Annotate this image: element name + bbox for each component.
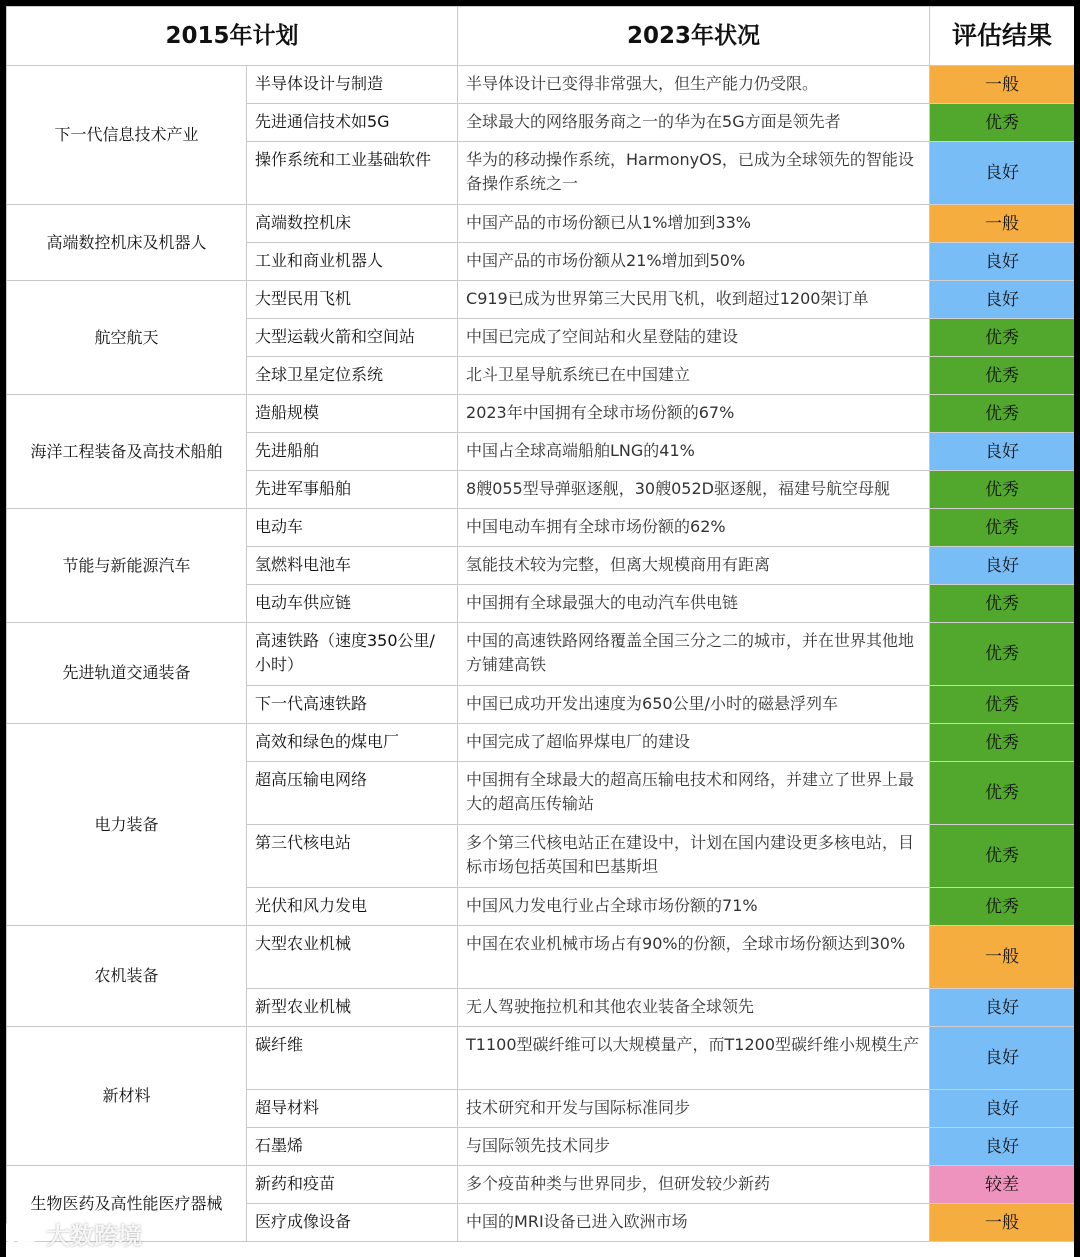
status-cell: C919已成为世界第三大民用飞机，收到超过1200架订单 <box>458 281 930 319</box>
status-cell: 氢能技术较为完整，但离大规模商用有距离 <box>458 547 930 585</box>
result-badge: 良好 <box>930 989 1074 1027</box>
status-cell: 无人驾驶拖拉机和其他农业装备全球领先 <box>458 989 930 1027</box>
result-badge: 优秀 <box>930 623 1074 686</box>
item-cell: 下一代高速铁路 <box>247 686 458 724</box>
category-cell: 航空航天 <box>7 281 247 395</box>
status-cell: 中国产品的市场份额从21%增加到50% <box>458 243 930 281</box>
item-cell: 光伏和风力发电 <box>247 888 458 926</box>
result-badge: 良好 <box>930 1090 1074 1128</box>
result-badge: 一般 <box>930 205 1074 243</box>
item-cell: 操作系统和工业基础软件 <box>247 142 458 205</box>
result-badge: 优秀 <box>930 471 1074 509</box>
table-row <box>7 926 1075 989</box>
result-badge: 优秀 <box>930 395 1074 433</box>
table-row <box>7 395 1075 433</box>
item-cell: 医疗成像设备 <box>247 1204 458 1242</box>
item-cell: 先进军事船舶 <box>247 471 458 509</box>
item-cell: 石墨烯 <box>247 1128 458 1166</box>
item-cell: 大型运载火箭和空间站 <box>247 319 458 357</box>
table-frame <box>6 6 1074 1257</box>
item-cell: 碳纤维 <box>247 1027 458 1090</box>
item-cell: 超导材料 <box>247 1090 458 1128</box>
item-cell: 工业和商业机器人 <box>247 243 458 281</box>
item-cell: 半导体设计与制造 <box>247 66 458 104</box>
category-cell: 高端数控机床及机器人 <box>7 205 247 281</box>
result-badge: 优秀 <box>930 888 1074 926</box>
result-badge: 良好 <box>930 281 1074 319</box>
header-row <box>7 7 1075 66</box>
result-badge: 一般 <box>930 66 1074 104</box>
item-cell: 电动车供应链 <box>247 585 458 623</box>
result-badge: 优秀 <box>930 509 1074 547</box>
category-cell: 生物医药及高性能医疗器械 <box>7 1166 247 1242</box>
status-cell: 中国占全球高端船舶LNG的41% <box>458 433 930 471</box>
item-cell: 新型农业机械 <box>247 989 458 1027</box>
item-cell: 氢燃料电池车 <box>247 547 458 585</box>
item-cell: 电动车 <box>247 509 458 547</box>
status-cell: 北斗卫星导航系统已在中国建立 <box>458 357 930 395</box>
table-row <box>7 1166 1075 1204</box>
status-cell: 半导体设计已变得非常强大，但生产能力仍受限。 <box>458 66 930 104</box>
status-cell: 多个疫苗种类与世界同步，但研发较少新药 <box>458 1166 930 1204</box>
result-badge: 优秀 <box>930 825 1074 888</box>
category-cell: 节能与新能源汽车 <box>7 509 247 623</box>
table-row <box>7 623 1075 686</box>
item-cell: 先进通信技术如5G <box>247 104 458 142</box>
result-badge: 良好 <box>930 142 1074 205</box>
table-row <box>7 1027 1075 1090</box>
result-badge: 优秀 <box>930 762 1074 825</box>
category-cell: 先进轨道交通装备 <box>7 623 247 724</box>
result-badge: 良好 <box>930 1027 1074 1090</box>
item-cell: 高效和绿色的煤电厂 <box>247 724 458 762</box>
status-cell: 多个第三代核电站正在建设中，计划在国内建设更多核电站，目标市场包括英国和巴基斯坦 <box>458 825 930 888</box>
item-cell: 新药和疫苗 <box>247 1166 458 1204</box>
status-cell: 中国已成功开发出速度为650公里/小时的磁悬浮列车 <box>458 686 930 724</box>
category-cell: 新材料 <box>7 1027 247 1166</box>
status-cell: 中国已完成了空间站和火星登陆的建设 <box>458 319 930 357</box>
status-cell: 2023年中国拥有全球市场份额的67% <box>458 395 930 433</box>
result-badge: 良好 <box>930 547 1074 585</box>
table-body <box>7 66 1075 1242</box>
status-cell: 中国产品的市场份额已从1%增加到33% <box>458 205 930 243</box>
status-cell: 与国际领先技术同步 <box>458 1128 930 1166</box>
status-cell: 中国拥有全球最大的超高压输电技术和网络，并建立了世界上最大的超高压传输站 <box>458 762 930 825</box>
status-cell: 中国完成了超临界煤电厂的建设 <box>458 724 930 762</box>
evaluation-table <box>6 6 1074 1242</box>
table-row <box>7 724 1075 762</box>
result-badge: 良好 <box>930 433 1074 471</box>
item-cell: 大型农业机械 <box>247 926 458 989</box>
status-cell: 8艘055型导弹驱逐舰，30艘052D驱逐舰，福建号航空母舰 <box>458 471 930 509</box>
category-cell: 海洋工程装备及高技术船舶 <box>7 395 247 509</box>
table-row <box>7 205 1075 243</box>
result-badge: 良好 <box>930 243 1074 281</box>
result-badge: 较差 <box>930 1166 1074 1204</box>
item-cell: 高速铁路（速度350公里/小时） <box>247 623 458 686</box>
result-badge: 优秀 <box>930 724 1074 762</box>
status-cell: 中国在农业机械市场占有90%的份额，全球市场份额达到30% <box>458 926 930 989</box>
result-badge: 优秀 <box>930 104 1074 142</box>
status-cell: 中国风力发电行业占全球市场份额的71% <box>458 888 930 926</box>
table-row <box>7 281 1075 319</box>
item-cell: 高端数控机床 <box>247 205 458 243</box>
item-cell: 全球卫星定位系统 <box>247 357 458 395</box>
status-cell: 技术研究和开发与国际标准同步 <box>458 1090 930 1128</box>
result-badge: 一般 <box>930 926 1074 989</box>
result-badge: 一般 <box>930 1204 1074 1242</box>
item-cell: 第三代核电站 <box>247 825 458 888</box>
watermark-text: 大数跨境 <box>46 1222 142 1250</box>
item-cell: 先进船舶 <box>247 433 458 471</box>
header-result: 评估结果 <box>930 7 1074 66</box>
status-cell: T1100型碳纤维可以大规模量产，而T1200型碳纤维小规模生产 <box>458 1027 930 1090</box>
status-cell: 中国拥有全球最强大的电动汽车供电链 <box>458 585 930 623</box>
status-cell: 中国的MRI设备已进入欧洲市场 <box>458 1204 930 1242</box>
result-badge: 优秀 <box>930 585 1074 623</box>
table-row <box>7 66 1075 104</box>
item-cell: 超高压输电网络 <box>247 762 458 825</box>
header-status: 2023年状况 <box>458 7 930 66</box>
category-cell: 农机装备 <box>7 926 247 1027</box>
result-badge: 优秀 <box>930 319 1074 357</box>
category-cell: 下一代信息技术产业 <box>7 66 247 205</box>
category-cell: 电力装备 <box>7 724 247 926</box>
status-cell: 中国电动车拥有全球市场份额的62% <box>458 509 930 547</box>
item-cell: 大型民用飞机 <box>247 281 458 319</box>
result-badge: 优秀 <box>930 686 1074 724</box>
header-plan: 2015年计划 <box>7 7 458 66</box>
status-cell: 全球最大的网络服务商之一的华为在5G方面是领先者 <box>458 104 930 142</box>
table-row <box>7 509 1075 547</box>
status-cell: 中国的高速铁路网络覆盖全国三分之二的城市，并在世界其他地方铺建高铁 <box>458 623 930 686</box>
result-badge: 优秀 <box>930 357 1074 395</box>
item-cell: 造船规模 <box>247 395 458 433</box>
status-cell: 华为的移动操作系统，HarmonyOS，已成为全球领先的智能设备操作系统之一 <box>458 142 930 205</box>
result-badge: 良好 <box>930 1128 1074 1166</box>
